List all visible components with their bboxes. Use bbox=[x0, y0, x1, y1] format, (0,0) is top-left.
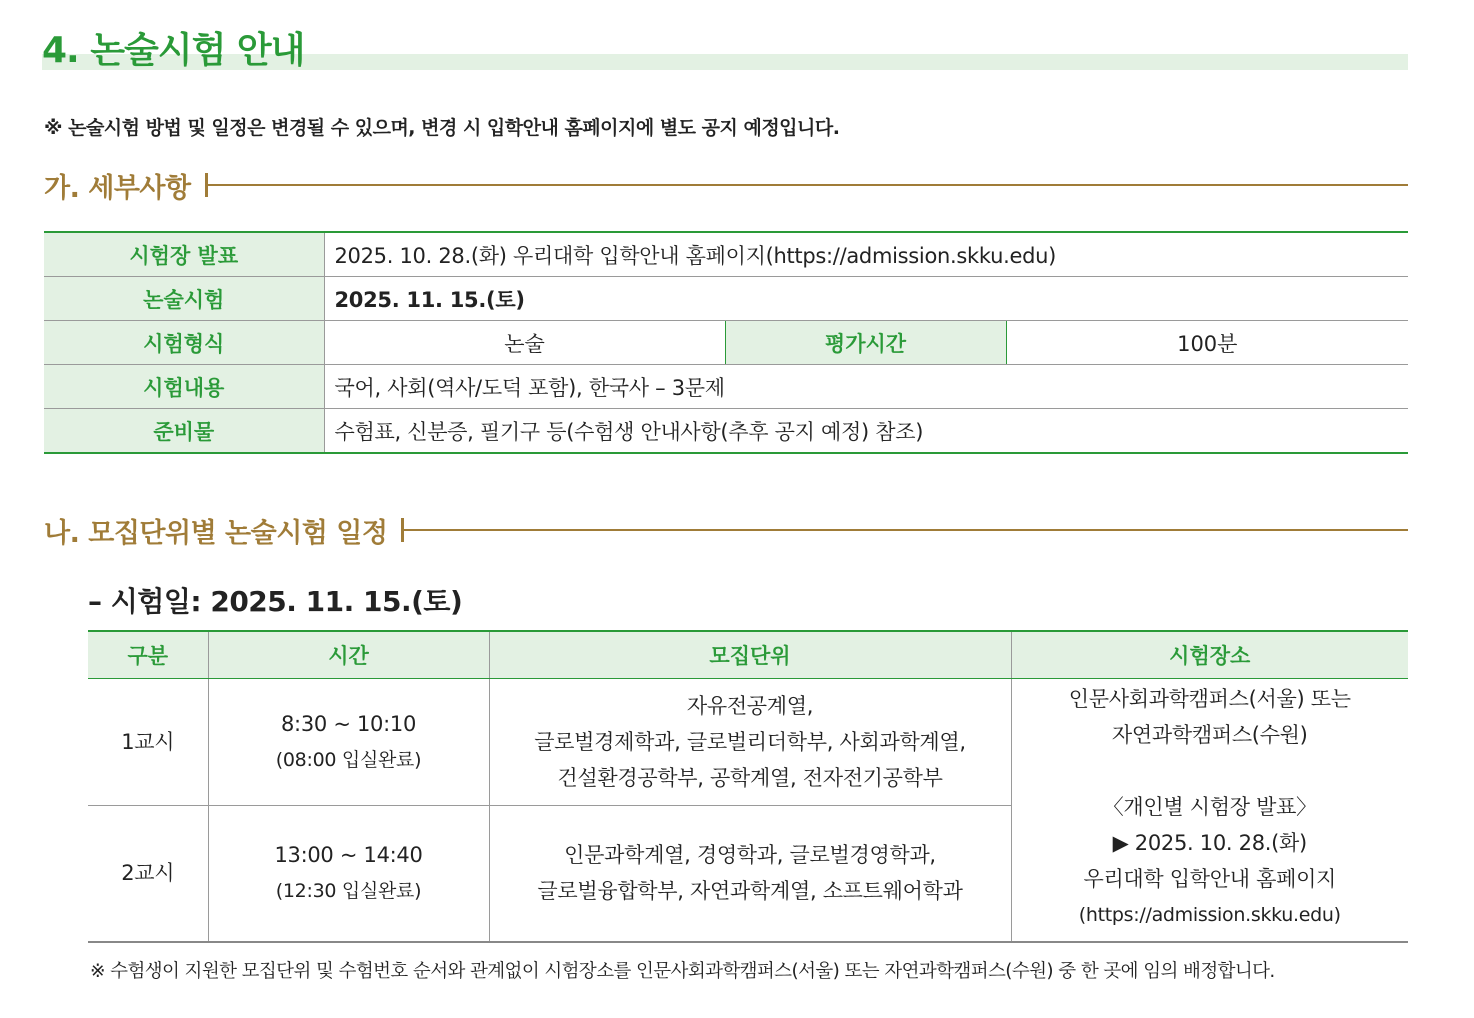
announce-url: (https://admission.skku.edu) bbox=[1078, 904, 1341, 926]
location-line: 인문사회과학캠퍼스(서울) 또는 bbox=[1068, 687, 1351, 711]
time-range: 13:00 ~ 14:40 bbox=[274, 843, 423, 868]
table-row bbox=[44, 321, 1408, 365]
page-title: 4. 논술시험 안내 bbox=[42, 30, 305, 71]
column-header: 시간 bbox=[208, 631, 489, 679]
units-cell bbox=[489, 806, 1011, 942]
unit-line: 건설환경공학부, 공학계열, 전자전기공학부 bbox=[557, 766, 943, 790]
table-row bbox=[44, 409, 1408, 454]
table-label: 시험내용 bbox=[44, 365, 324, 409]
table-value: 2025. 11. 15.(토) bbox=[324, 277, 1408, 321]
spacer bbox=[1012, 753, 1409, 789]
unit-line: 자유전공계열, bbox=[686, 694, 814, 718]
schedule-table bbox=[88, 630, 1408, 943]
table-row bbox=[44, 365, 1408, 409]
table-row bbox=[44, 232, 1408, 277]
footnote: ※ 수험생이 지원한 모집단위 및 수험번호 순서와 관계없이 시험장소를 인문사회과학캠퍼스(서울) 또는 자연과학캠퍼스(수원) 중 한 곳에 임의 배정합니다. bbox=[90, 961, 1275, 982]
section-rule bbox=[208, 184, 1408, 186]
column-header: 구분 bbox=[88, 631, 208, 679]
column-header: 시험장소 bbox=[1011, 631, 1408, 679]
period-cell: 2교시 bbox=[88, 806, 208, 942]
details-table bbox=[44, 231, 1408, 454]
section-title: 나. 모집단위별 논술시험 일정 bbox=[44, 517, 388, 549]
table-label: 논술시험 bbox=[44, 277, 324, 321]
units-cell bbox=[489, 679, 1011, 806]
period-cell: 1교시 bbox=[88, 679, 208, 806]
section-heading-schedule bbox=[44, 514, 1408, 549]
announce-title: 〈개인별 시험장 발표〉 bbox=[1102, 795, 1317, 819]
entry-deadline: (08:00 입실완료) bbox=[275, 749, 422, 771]
entry-deadline: (12:30 입실완료) bbox=[275, 880, 422, 903]
table-row bbox=[44, 277, 1408, 321]
exam-date: – 시험일: 2025. 11. 15.(토) bbox=[88, 585, 463, 618]
unit-line: 인문과학계열, 경영학과, 글로벌경영학과, bbox=[564, 843, 936, 868]
table-label: 준비물 bbox=[44, 409, 324, 454]
table-value: 2025. 10. 28.(화) 우리대학 입학안내 홈페이지(https://admission.skku.edu) bbox=[324, 232, 1408, 277]
table-label: 시험형식 bbox=[44, 321, 324, 365]
table-header-row bbox=[88, 631, 1408, 679]
section-rule bbox=[404, 529, 1408, 531]
announce-date: ▶ 2025. 10. 28.(화) bbox=[1112, 831, 1307, 855]
unit-line: 글로벌융합학부, 자연과학계열, 소프트웨어학과 bbox=[537, 879, 963, 904]
time-cell bbox=[208, 679, 489, 806]
announce-where: 우리대학 입학안내 홈페이지 bbox=[1083, 867, 1337, 891]
time-range: 8:30 ~ 10:10 bbox=[280, 712, 417, 736]
location-cell bbox=[1011, 679, 1408, 942]
time-cell bbox=[208, 806, 489, 942]
unit-line: 글로벌경제학과, 글로벌리더학부, 사회과학계열, bbox=[534, 730, 966, 754]
table-value: 논술 bbox=[324, 321, 725, 365]
page-title-block bbox=[42, 22, 1408, 72]
column-header: 모집단위 bbox=[489, 631, 1011, 679]
section-heading-details bbox=[44, 169, 1408, 204]
table-label: 시험장 발표 bbox=[44, 232, 324, 277]
table-value: 수험표, 신분증, 필기구 등(수험생 안내사항(추후 공지 예정) 참조) bbox=[324, 409, 1408, 454]
notice-text: ※ 논술시험 방법 및 일정은 변경될 수 있으며, 변경 시 입학안내 홈페이지에 별도 공지 예정입니다. bbox=[44, 117, 840, 139]
table-value: 국어, 사회(역사/도덕 포함), 한국사 – 3문제 bbox=[324, 365, 1408, 409]
section-title: 가. 세부사항 bbox=[44, 172, 191, 204]
table-row bbox=[88, 679, 1408, 806]
table-label: 평가시간 bbox=[725, 321, 1006, 365]
location-line: 자연과학캠퍼스(수원) bbox=[1111, 723, 1308, 747]
table-value: 100분 bbox=[1006, 321, 1408, 365]
